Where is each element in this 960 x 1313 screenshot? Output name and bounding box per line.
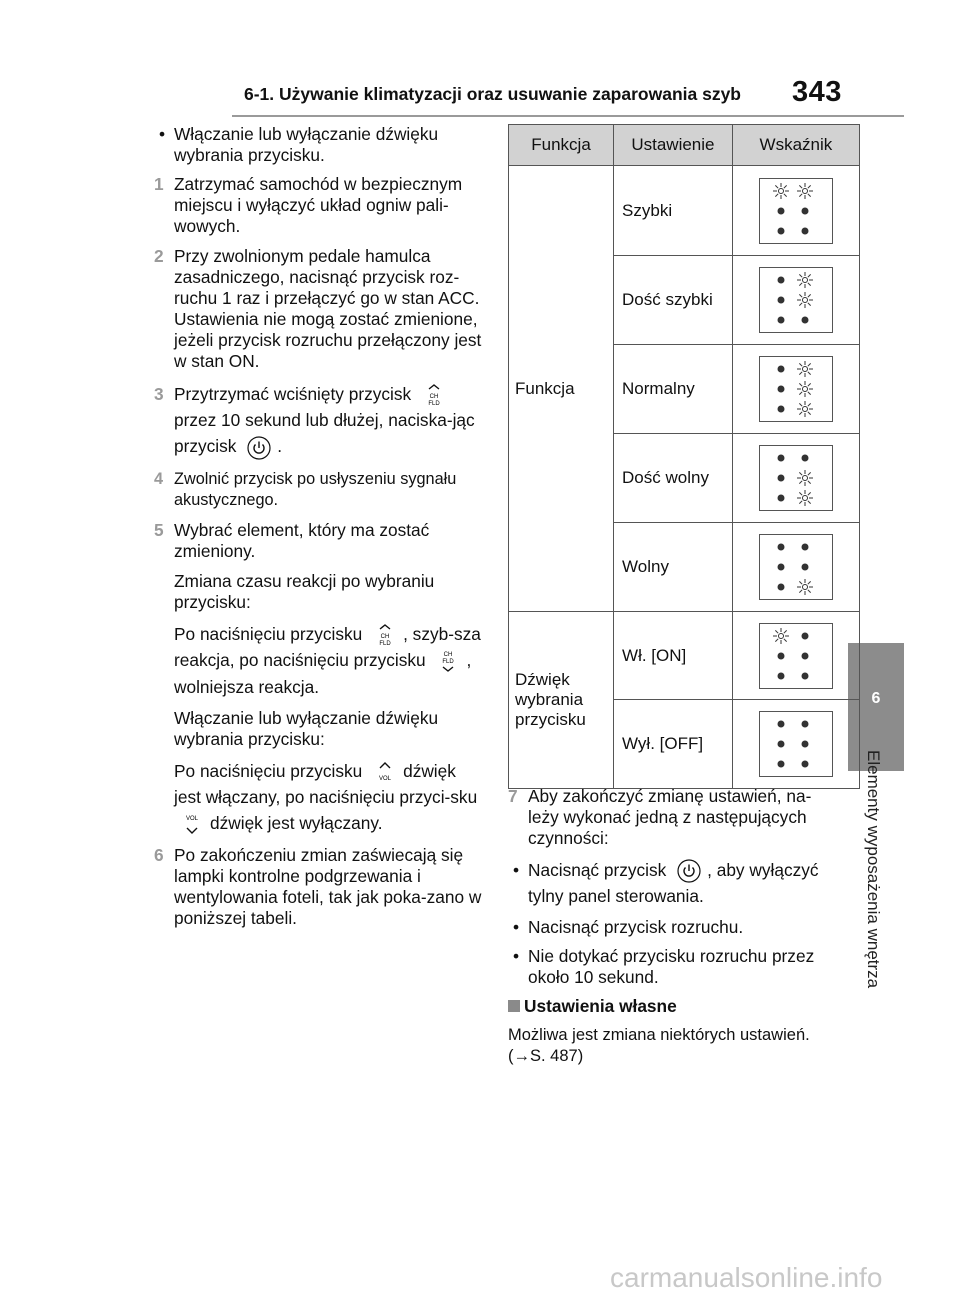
lamp-off-icon <box>802 455 808 461</box>
lamp-off-icon <box>778 475 784 481</box>
bullet-intro: • Włączanie lub wyłączanie dźwięku wybrania przycisku. <box>154 124 486 166</box>
step-text: Aby zakończyć zmianę ustawień, na-leży wykonać jedną z następujących czynności: <box>528 786 812 848</box>
svg-text:CH: CH <box>444 651 453 658</box>
lamp-off-icon <box>778 208 784 214</box>
setting-value: Szybki <box>614 166 733 256</box>
indicator-cell <box>732 523 859 612</box>
indicator-lamps <box>759 711 833 777</box>
step-5-details <box>154 571 486 837</box>
lamp-off-icon <box>802 564 808 570</box>
lamp-off-icon <box>778 386 784 392</box>
step-5 <box>154 520 486 562</box>
response-time-text: Po naciśnięciu przycisku CH FLD , szyb-sza reakcja, po naciśnięciu przycisku CH FLD , wolniejsza reakcja. <box>174 623 481 697</box>
lamp-off-icon <box>778 455 784 461</box>
lamp-off-icon <box>778 584 784 590</box>
lamp-lit-icon <box>773 628 789 644</box>
lamp-off-icon <box>802 673 808 679</box>
sound-label: Włączanie lub wyłączanie dźwięku wybrania przycisku: <box>174 707 439 749</box>
step-3 <box>154 381 486 460</box>
lamp-lit-icon <box>773 183 789 199</box>
step-number: 4 <box>154 469 164 488</box>
sound-group-label: Dźwięk wybrania przycisku <box>509 612 614 789</box>
lamp-off-icon <box>778 406 784 412</box>
sound-text: Po naciśnięciu przycisku VOL dźwięk jest włączany, po naciśnięciu przyci-sku VOL dźwięk jest wyłączany. <box>174 758 486 837</box>
lamp-off-icon <box>802 653 808 659</box>
step-4 <box>154 469 486 511</box>
svg-text:VOL: VOL <box>185 815 199 822</box>
lamp-lit-icon <box>797 470 813 486</box>
indicator-lamps <box>759 534 833 600</box>
section-tab-label: Elementy wyposażenia wnętrza <box>864 750 883 989</box>
heading-square-icon <box>508 1000 520 1012</box>
table-header-function: Funkcja <box>509 125 614 166</box>
step-text: Przytrzymać wciśnięty przycisk <box>174 384 412 404</box>
table-header-setting: Ustawienie <box>614 125 733 166</box>
lamp-lit-icon <box>797 401 813 417</box>
function-group-label: Funkcja <box>509 166 614 612</box>
lamp-off-icon <box>778 761 784 767</box>
indicator-lamps <box>759 356 833 422</box>
svg-text:CH: CH <box>429 394 439 401</box>
step-7 <box>508 786 838 849</box>
section-tab-number: 6 <box>871 690 881 707</box>
svg-text:CH: CH <box>380 634 390 641</box>
step-6 <box>154 845 486 929</box>
left-column <box>154 124 486 938</box>
lamp-off-icon <box>778 228 784 234</box>
lamp-lit-icon <box>797 361 813 377</box>
lamp-off-icon <box>778 673 784 679</box>
indicator-lamps <box>759 267 833 333</box>
lamp-lit-icon <box>797 381 813 397</box>
lamp-off-icon <box>778 317 784 323</box>
lamp-off-icon <box>778 495 784 501</box>
lamp-off-icon <box>802 208 808 214</box>
setting-value: Wł. [ON] <box>614 612 733 700</box>
setting-value: Wył. [OFF] <box>614 700 733 789</box>
setting-value: Dość wolny <box>614 434 733 523</box>
indicator-cell <box>732 345 859 434</box>
indicator-cell <box>732 612 859 700</box>
setting-value: Normalny <box>614 345 733 434</box>
table-row <box>509 166 860 256</box>
indicator-cell <box>732 256 859 345</box>
watermark: carmanualsonline.info <box>610 1262 883 1293</box>
lamp-off-icon <box>802 317 808 323</box>
bullet-do-not-touch: • Nie dotykać przycisku rozruchu przez około 10 sekund. <box>508 946 838 988</box>
bullet-start-button: • Nacisnąć przycisk rozruchu. <box>508 917 838 938</box>
step-text: Wybrać element, który ma zostać zmieniony. <box>174 519 430 561</box>
lamp-lit-icon <box>797 490 813 506</box>
power-button-icon <box>677 859 701 883</box>
lamp-off-icon <box>778 366 784 372</box>
svg-text:FLD: FLD <box>379 641 391 648</box>
step-1 <box>154 174 486 237</box>
lamp-off-icon <box>802 761 808 767</box>
lamp-lit-icon <box>797 292 813 308</box>
custom-settings-heading: Ustawienia własne <box>508 996 838 1017</box>
svg-text:FLD: FLD <box>428 401 440 408</box>
step-number: 6 <box>154 844 164 865</box>
lamp-off-icon <box>778 544 784 550</box>
step-number: 2 <box>154 246 164 266</box>
ch-fld-up-icon <box>422 383 446 407</box>
indicator-lamps <box>759 623 833 689</box>
ch-fld-up-icon <box>373 623 397 647</box>
lamp-off-icon <box>778 741 784 747</box>
page-header-title: 6-1. Używanie klimatyzacji oraz usuwanie zaparowania szyb <box>244 84 741 104</box>
settings-table <box>508 124 860 789</box>
lamp-off-icon <box>802 633 808 639</box>
lamp-lit-icon <box>797 183 813 199</box>
lamp-off-icon <box>778 297 784 303</box>
indicator-lamps <box>759 178 833 244</box>
step-number: 7 <box>508 786 518 806</box>
step-text: przez 10 sekund lub dłużej, naciska-jąc przycisk <box>174 410 475 457</box>
lamp-off-icon <box>802 741 808 747</box>
step-text: . <box>277 436 283 457</box>
indicator-cell <box>732 434 859 523</box>
lamp-off-icon <box>802 721 808 727</box>
indicator-lamps <box>759 445 833 511</box>
svg-text:VOL: VOL <box>379 776 392 783</box>
step-number: 5 <box>154 519 164 540</box>
step-text: Zatrzymać samochód w bezpiecznym miejscu i wyłączyć układ ogniw pali-wowych. <box>174 174 463 236</box>
lamp-off-icon <box>778 721 784 727</box>
page-number: 343 <box>792 76 842 108</box>
step-2 <box>154 246 486 372</box>
lamp-lit-icon <box>797 579 813 595</box>
indicator-cell <box>732 700 859 789</box>
step-text: Po zakończeniu zmian zaświecają się lampki kontrolne podgrzewania i wentylowania foteli, tak jak poka-zano w poniższej tabeli. <box>174 844 482 928</box>
header-rule <box>232 115 904 117</box>
lamp-off-icon <box>802 544 808 550</box>
response-time-label: Zmiana czasu reakcji po wybraniu przycisku: <box>174 570 435 612</box>
right-column <box>508 786 838 1067</box>
bullet-power: • Nacisnąć przycisk , aby wyłączyć tylny panel sterowania. <box>508 857 838 909</box>
svg-text:FLD: FLD <box>442 658 455 665</box>
setting-value: Wolny <box>614 523 733 612</box>
step-text: Przy zwolnionym pedale hamulca zasadniczego, nacisnąć przycisk roz-ruchu 1 raz i przełączyć go w stan ACC. Ustawienia nie mogą zostać zmienione, jeżeli przycisk rozruchu przełączony jest w stan ON. <box>174 246 482 371</box>
step-text: Zwolnić przycisk po usłyszeniu sygnału akustycznego. <box>174 469 457 509</box>
vol-down-icon <box>180 813 204 837</box>
step-number: 1 <box>154 174 164 194</box>
lamp-off-icon <box>778 653 784 659</box>
lamp-off-icon <box>802 228 808 234</box>
table-header-indicator: Wskaźnik <box>732 125 859 166</box>
power-button-icon <box>247 436 271 460</box>
vol-up-icon <box>373 760 397 784</box>
lamp-lit-icon <box>797 272 813 288</box>
custom-settings-text: Możliwa jest zmiana niektórych ustawień. (→S. 487) <box>508 1026 810 1066</box>
lamp-off-icon <box>778 564 784 570</box>
setting-value: Dość szybki <box>614 256 733 345</box>
ch-fld-down-icon <box>436 650 460 674</box>
table-row <box>509 612 860 700</box>
step-number: 3 <box>154 384 164 404</box>
indicator-cell <box>732 166 859 256</box>
lamp-off-icon <box>778 277 784 283</box>
